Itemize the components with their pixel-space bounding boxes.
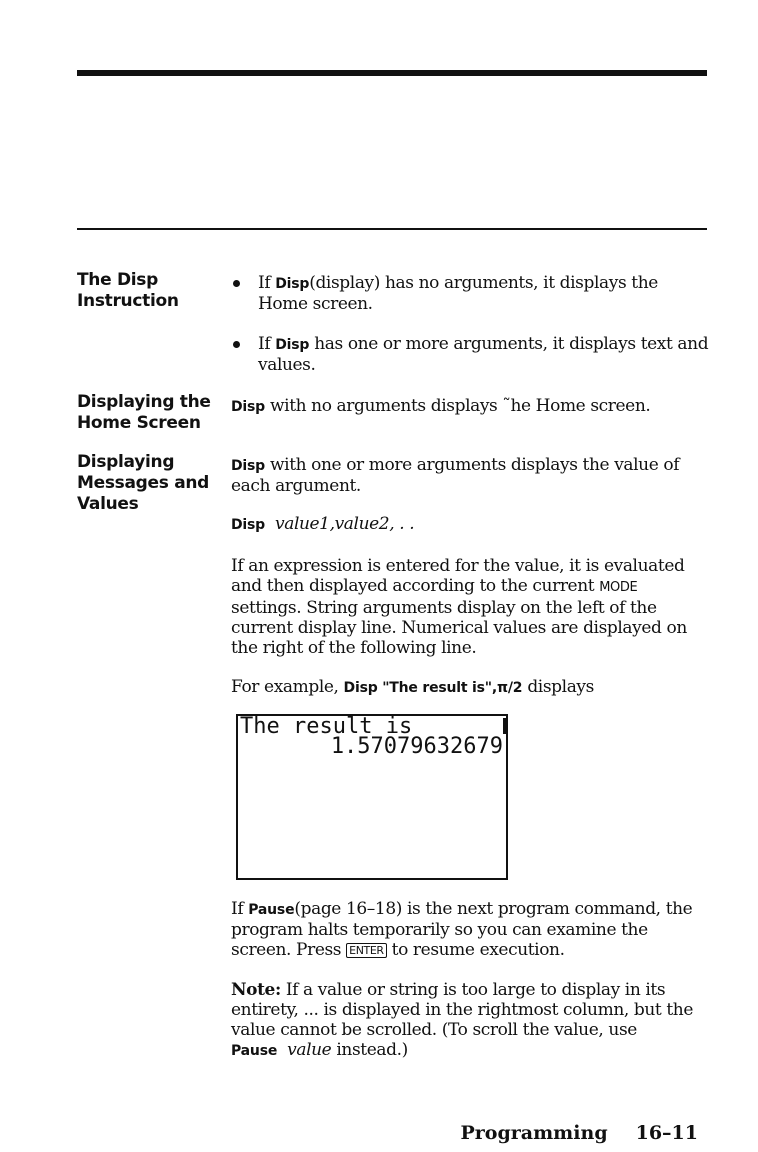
paragraph-line: and then displayed according to the current xyxy=(231,576,595,596)
heading-line: Home Screen xyxy=(77,413,201,433)
heading-disp-instruction xyxy=(77,270,207,312)
bullet-text: has one or more arguments, it displays text and xyxy=(314,334,709,354)
value-argument: value xyxy=(287,1040,332,1060)
heading-line: Instruction xyxy=(77,291,179,311)
paragraph-text: displays xyxy=(527,677,594,697)
paragraph-text: (page 16–18) is the next program command, the xyxy=(294,899,693,919)
bullet-prefix: If xyxy=(258,273,271,293)
messages-intro xyxy=(231,455,701,496)
paragraph-line: current display line. Numerical values are displayed on xyxy=(231,618,687,638)
paragraph-text: For example, xyxy=(231,677,339,697)
paragraph-text: If xyxy=(231,899,244,919)
enter-key: ENTER xyxy=(346,943,387,958)
disp-keyword: Disp xyxy=(231,399,265,415)
disp-keyword: Disp xyxy=(275,337,310,353)
heading-line: Displaying the xyxy=(77,392,211,412)
screen-busy-indicator xyxy=(503,718,506,734)
top-thick-rule xyxy=(77,70,707,76)
paragraph-text: If a value or string is too large to display in its xyxy=(285,980,666,1000)
calculator-screen xyxy=(236,714,508,880)
heading-line: Messages and xyxy=(77,473,210,493)
syntax-args: value1,value2, . . xyxy=(275,514,415,534)
evaluation-paragraph xyxy=(231,556,701,658)
example-command: Disp "The result is",π/2 xyxy=(343,680,523,696)
paragraph-line: program halts temporarily so you can examine the xyxy=(231,920,648,940)
heading-line: The Disp xyxy=(77,270,158,290)
paragraph-line: settings. String arguments display on the left of the xyxy=(231,598,657,618)
mode-key-label: MODE xyxy=(599,580,638,595)
disp-keyword: Disp xyxy=(275,276,310,292)
section-rule xyxy=(77,228,707,230)
heading-line: Displaying xyxy=(77,452,175,472)
page-footer xyxy=(461,1122,699,1144)
paragraph-line: the right of the following line. xyxy=(231,638,477,658)
example-line xyxy=(231,677,701,698)
paragraph-text: screen. Press xyxy=(231,940,342,960)
bullet-text: (display) has no arguments, it displays the xyxy=(309,273,658,293)
bullet-dot xyxy=(233,341,240,348)
pause-keyword: Pause xyxy=(248,902,295,918)
heading-line: Values xyxy=(77,494,139,514)
paragraph-text: with no arguments displays ˜he Home screen. xyxy=(270,396,651,416)
disp-keyword: Disp xyxy=(231,458,265,474)
note-label: Note: xyxy=(231,980,281,1000)
bullet-text: values. xyxy=(258,355,316,375)
paragraph-line: entirety, ... is displayed in the rightmost column, but the xyxy=(231,1000,693,1020)
disp-syntax xyxy=(231,514,701,535)
paragraph-line: value cannot be scrolled. (To scroll the value, use xyxy=(231,1020,637,1040)
paragraph-text: each argument. xyxy=(231,476,361,496)
paragraph-text: to resume execution. xyxy=(391,940,565,960)
page-number: 16–11 xyxy=(635,1122,698,1144)
paragraph-text: instead.) xyxy=(336,1040,408,1060)
pause-keyword: Pause xyxy=(231,1043,278,1059)
bullet-prefix: If xyxy=(258,334,271,354)
bullet-text: Home screen. xyxy=(258,294,373,314)
disp-keyword: Disp xyxy=(231,517,265,533)
pause-paragraph xyxy=(231,899,701,960)
home-screen-text xyxy=(231,396,701,417)
heading-messages-values xyxy=(77,452,210,515)
screen-line-1: The result is xyxy=(240,714,413,739)
heading-home-screen xyxy=(77,392,211,434)
paragraph-line: If an expression is entered for the value, it is evaluated xyxy=(231,556,685,576)
screen-line-2: 1.57079632679 xyxy=(330,734,503,759)
paragraph-text: with one or more arguments displays the value of xyxy=(270,455,680,475)
chapter-title: Programming xyxy=(460,1122,608,1144)
bullet-dot xyxy=(233,280,240,287)
note-paragraph xyxy=(231,980,701,1061)
